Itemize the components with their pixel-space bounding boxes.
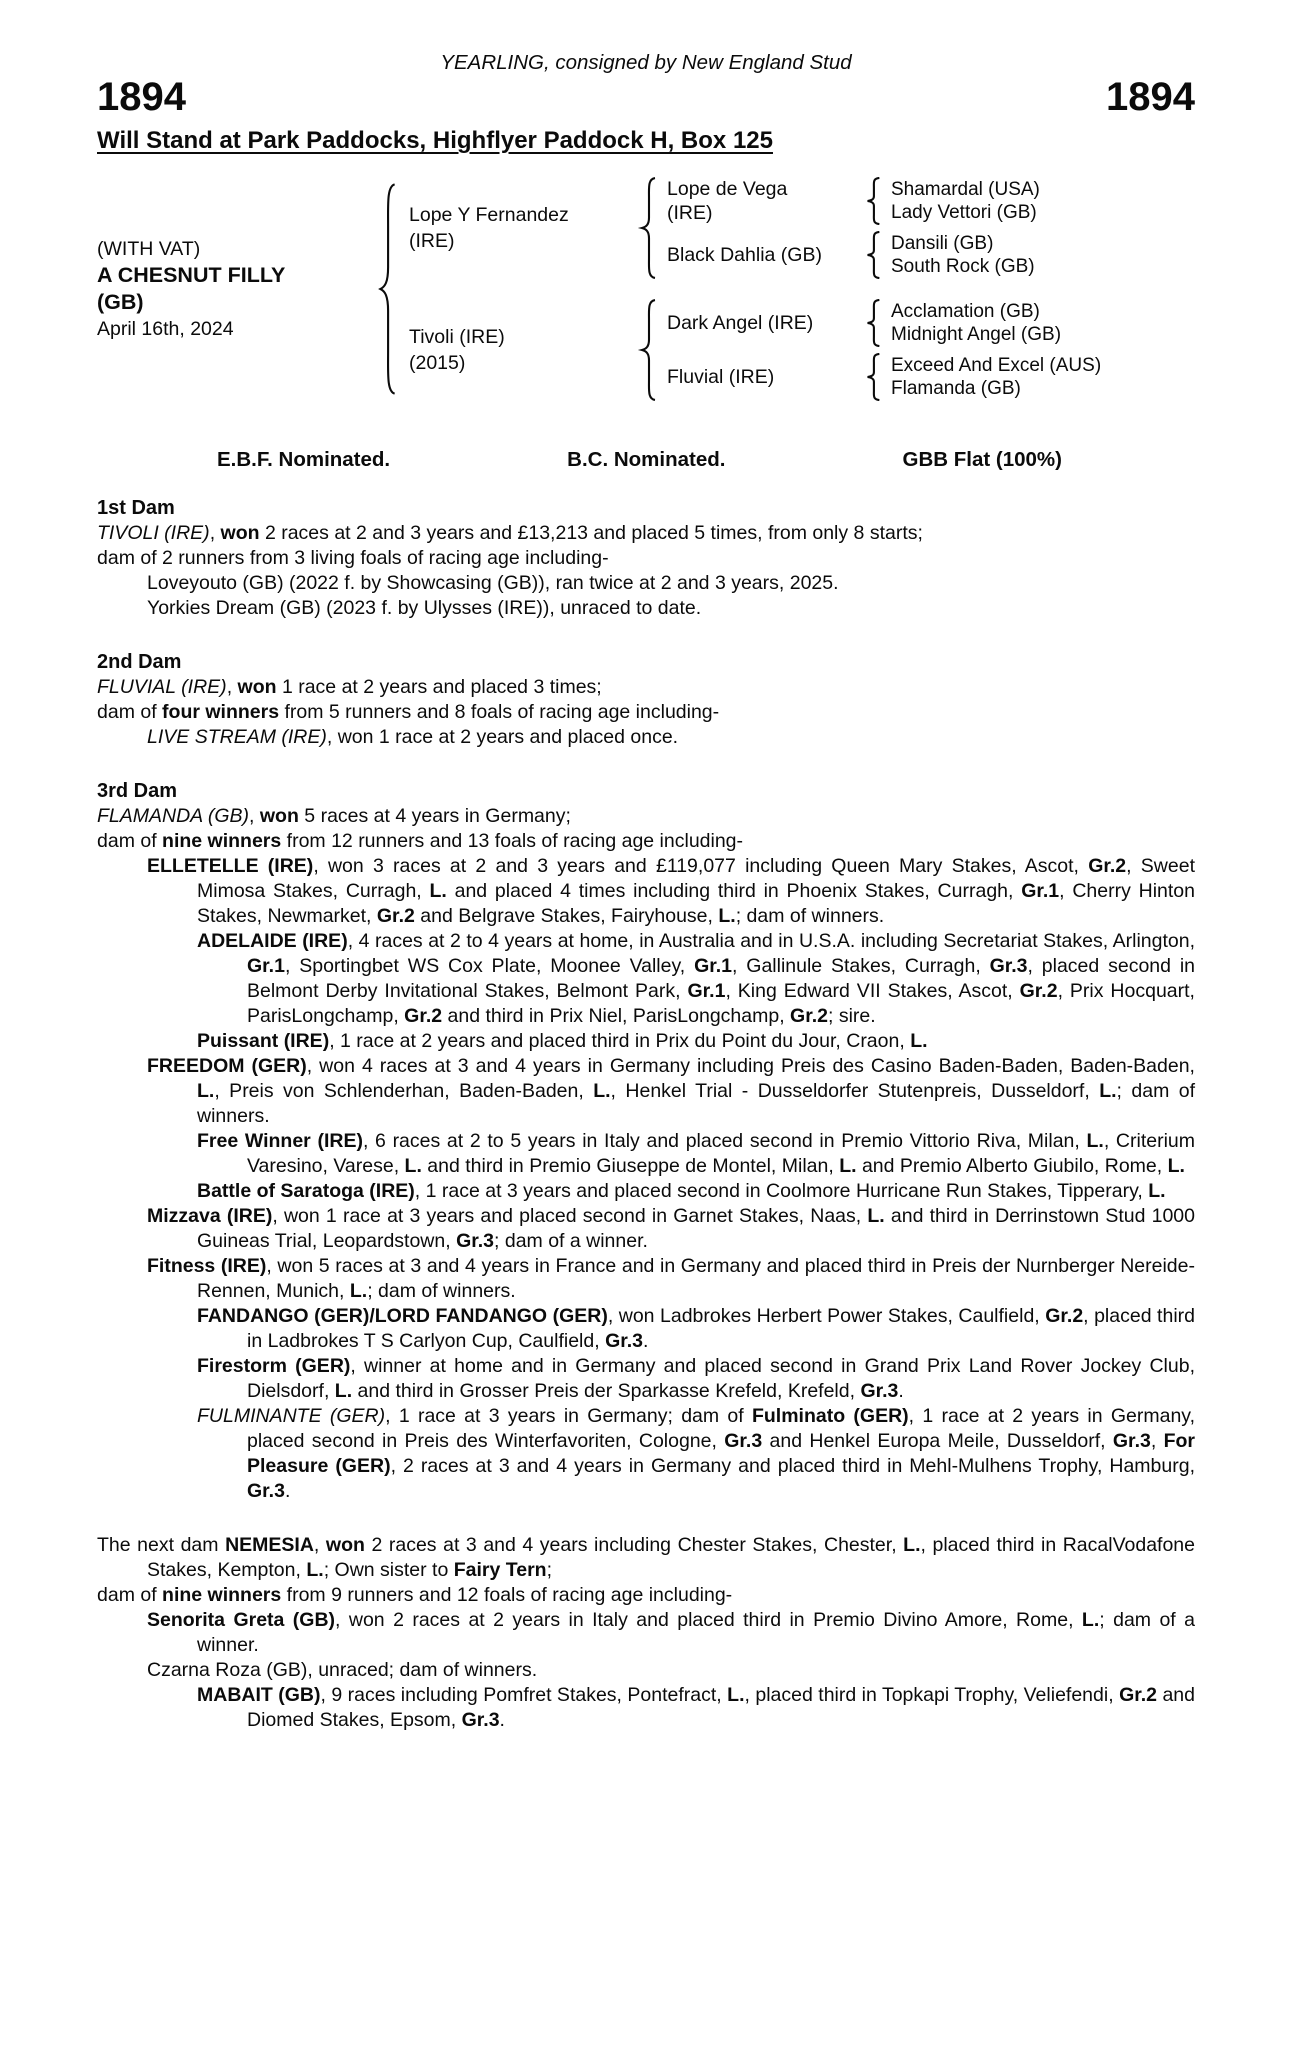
pedigree-brace-small bbox=[863, 177, 883, 225]
pedigree-table bbox=[97, 167, 1195, 411]
lot-number-row bbox=[97, 77, 1195, 117]
pedigree-text bbox=[97, 496, 1195, 1733]
pedigree-paragraph: Mizzava (IRE), won 1 race at 3 years and placed second in Garnet Stakes, Naas, L. and third in Derrinstown Stud 1000 Guineas Trial, Leopardstown, Gr.3; dam of a winner. bbox=[147, 1205, 1195, 1252]
ancestor-name: South Rock (GB) bbox=[891, 256, 1035, 277]
sire-sire-name: Lope de Vega (IRE) bbox=[667, 178, 788, 224]
dam-dam-name: Fluvial (IRE) bbox=[667, 366, 775, 388]
dam-sire-name: Dark Angel (IRE) bbox=[667, 312, 814, 334]
pedigree-name-block bbox=[97, 236, 375, 342]
pedigree-brace-small bbox=[863, 299, 883, 347]
foaling-date: April 16th, 2024 bbox=[97, 318, 234, 340]
pedigree-paragraph: dam of 2 runners from 3 living foals of racing age including- bbox=[97, 547, 609, 569]
dam-name: Tivoli (IRE) (2015) bbox=[409, 326, 505, 374]
ancestor-name: Midnight Angel (GB) bbox=[891, 324, 1062, 345]
pedigree-brace-dam bbox=[637, 298, 659, 402]
sire-dam-name: Black Dahlia (GB) bbox=[667, 244, 822, 266]
pedigree-paragraph: Czarna Roza (GB), unraced; dam of winners. bbox=[147, 1659, 538, 1681]
pedigree-paragraph: FLUVIAL (IRE), won 1 race at 2 years and placed 3 times; bbox=[97, 676, 602, 698]
ancestor-name: Flamanda (GB) bbox=[891, 378, 1021, 399]
pedigree-paragraph: FREEDOM (GER), won 4 races at 3 and 4 years in Germany including Preis des Casino Baden-Baden, Baden-Baden, L., Preis von Schlenderhan, Baden-Baden, L., Henkel Trial - Dusseldorfer Stutenpreis, Dusseldorf, L.; dam of winners. bbox=[147, 1055, 1196, 1127]
horse-country: (GB) bbox=[97, 290, 144, 314]
pedigree-paragraph: dam of nine winners from 12 runners and 13 foals of racing age including- bbox=[97, 830, 744, 852]
pedigree-brace-small bbox=[863, 353, 883, 401]
pedigree-paragraph: FANDANGO (GER)/LORD FANDANGO (GER), won Ladbrokes Herbert Power Stakes, Caulfield, Gr.2, placed third in Ladbrokes T S Carlyon Cup, Caulfield, Gr.3. bbox=[197, 1305, 1195, 1352]
nominations-row bbox=[217, 447, 1062, 472]
lot-number-right: 1894 bbox=[1106, 75, 1195, 119]
pedigree-paragraph: Free Winner (IRE), 6 races at 2 to 5 years in Italy and placed second in Premio Vittorio Riva, Milan, L., Criterium Varesino, Varese, L. and third in Premio Giuseppe de Montel, Milan, L. and Premio Alberto Giubilo, Rome, L. bbox=[197, 1130, 1196, 1177]
horse-name: A CHESNUT FILLY bbox=[97, 263, 286, 287]
pedigree-paragraph: Battle of Saratoga (IRE), 1 race at 3 years and placed second in Coolmore Hurricane Run Stakes, Tipperary, L. bbox=[197, 1180, 1166, 1202]
pedigree-paragraph: Puissant (IRE), 1 race at 2 years and placed third in Prix du Point du Jour, Craon, L. bbox=[197, 1030, 928, 1052]
section-3rd-dam bbox=[97, 779, 1195, 1504]
pedigree-paragraph: TIVOLI (IRE), won 2 races at 2 and 3 years and £13,213 and placed 5 times, from only 8 starts; bbox=[97, 522, 923, 544]
sire-sire-parents bbox=[883, 178, 1195, 225]
dam-sire-parents bbox=[883, 300, 1195, 347]
dam-dam-parents bbox=[883, 354, 1195, 401]
pedigree-paragraph: ADELAIDE (IRE), 4 races at 2 to 4 years at home, in Australia and in U.S.A. including Secretariat Stakes, Arlington, Gr.1, Sportingbet WS Cox Plate, Moonee Valley, Gr.1, Gallinule Stakes, Curragh, Gr.3, placed second in Belmont Derby Invitational Stakes, Belmont Park, Gr.1, King Edward VII Stakes, Ascot, Gr.2, Prix Hocquart, ParisLongchamp, Gr.2 and third in Prix Niel, ParisLongchamp, Gr.2; sire. bbox=[197, 930, 1195, 1027]
dam-sire-branch bbox=[659, 299, 1195, 347]
section-next-dam bbox=[97, 1533, 1195, 1733]
pedigree-paragraph: Loveyouto (GB) (2022 f. by Showcasing (GB)), ran twice at 2 and 3 years, 2025. bbox=[147, 572, 839, 594]
sire-name: Lope Y Fernandez (IRE) bbox=[409, 204, 569, 252]
pedigree-tree bbox=[399, 167, 1195, 411]
ancestor-name: Shamardal (USA) bbox=[891, 178, 1040, 200]
stand-location-line: Will Stand at Park Paddocks, Highflyer Paddock H, Box 125 bbox=[97, 127, 773, 154]
ancestor-name: Dansili (GB) bbox=[891, 232, 994, 254]
pedigree-paragraph: dam of four winners from 5 runners and 8 foals of racing age including- bbox=[97, 701, 720, 723]
pedigree-paragraph: Yorkies Dream (GB) (2023 f. by Ulysses (IRE)), unraced to date. bbox=[147, 597, 702, 619]
pedigree-paragraph: ELLETELLE (IRE), won 3 races at 2 and 3 years and £119,077 including Queen Mary Stakes, Ascot, Gr.2, Sweet Mimosa Stakes, Curragh, L. and placed 4 times including third in Phoenix Stakes, Curragh, Gr.1, Cherry Hinton Stakes, Newmarket, Gr.2 and Belgrave Stakes, Fairyhouse, L.; dam of winners. bbox=[147, 855, 1195, 927]
lot-number-left: 1894 bbox=[97, 75, 186, 119]
section-heading: 3rd Dam bbox=[97, 780, 178, 802]
section-heading: 1st Dam bbox=[97, 497, 175, 519]
section-2nd-dam bbox=[97, 650, 1195, 750]
sire-dam-branch bbox=[659, 231, 1195, 279]
pedigree-brace-small bbox=[863, 231, 883, 279]
section-1st-dam bbox=[97, 496, 1195, 621]
pedigree-paragraph: dam of nine winners from 9 runners and 12 foals of racing age including- bbox=[97, 1584, 733, 1606]
section-heading: 2nd Dam bbox=[97, 651, 182, 673]
dam-parents bbox=[659, 296, 1195, 404]
sire-parents bbox=[659, 174, 1195, 282]
pedigree-paragraph: The next dam NEMESIA, won 2 races at 3 and 4 years including Chester Stakes, Chester, L., placed third in RacalVodafone Stakes, Kempton, L.; Own sister to Fairy Tern; bbox=[97, 1534, 1195, 1581]
dam-dam-branch bbox=[659, 353, 1195, 401]
pedigree-brace-gen1 bbox=[375, 180, 399, 398]
vat-note: (WITH VAT) bbox=[97, 238, 201, 260]
catalog-page bbox=[0, 50, 1315, 1733]
ancestor-name: Exceed And Excel (AUS) bbox=[891, 354, 1102, 376]
bc-nominated-label: B.C. Nominated. bbox=[567, 448, 726, 471]
ebf-nominated-label: E.B.F. Nominated. bbox=[217, 448, 391, 471]
ancestor-name: Acclamation (GB) bbox=[891, 300, 1040, 322]
pedigree-paragraph: FULMINANTE (GER), 1 race at 3 years in Germany; dam of Fulminato (GER), 1 race at 2 years in Germany, placed second in Preis des Winterfavoriten, Cologne, Gr.3 and Henkel Europa Meile, Dusseldorf, Gr.3, For Pleasure (GER), 2 races at 3 and 4 years in Germany and placed third in Mehl-Mulhens Trophy, Hamburg, Gr.3. bbox=[197, 1405, 1196, 1502]
pedigree-paragraph: Firestorm (GER), winner at home and in Germany and placed second in Grand Prix Land Rover Jockey Club, Dielsdorf, L. and third in Grosser Preis der Sparkasse Krefeld, Krefeld, Gr.3. bbox=[197, 1355, 1195, 1402]
pedigree-paragraph: LIVE STREAM (IRE), won 1 race at 2 years and placed once. bbox=[147, 726, 679, 748]
gbb-flat-label: GBB Flat (100%) bbox=[902, 448, 1062, 471]
sire-branch bbox=[399, 174, 1195, 282]
pedigree-brace-sire bbox=[637, 176, 659, 280]
ancestor-name: Lady Vettori (GB) bbox=[891, 202, 1037, 223]
sire-dam-parents bbox=[883, 232, 1195, 279]
dam-branch bbox=[399, 296, 1195, 404]
pedigree-paragraph: Senorita Greta (GB), won 2 races at 2 years in Italy and placed third in Premio Divino Amore, Rome, L.; dam of a winner. bbox=[147, 1609, 1195, 1656]
sire-sire-branch bbox=[659, 177, 1195, 225]
pedigree-paragraph: MABAIT (GB), 9 races including Pomfret Stakes, Pontefract, L., placed third in Topkapi Trophy, Veliefendi, Gr.2 and Diomed Stakes, Epsom, Gr.3. bbox=[197, 1684, 1195, 1731]
pedigree-paragraph: Fitness (IRE), won 5 races at 3 and 4 years in France and in Germany and placed third in Preis der Nurnberger Nereide-Rennen, Munich, L.; dam of winners. bbox=[147, 1255, 1195, 1302]
pedigree-paragraph: FLAMANDA (GB), won 5 races at 4 years in Germany; bbox=[97, 805, 571, 827]
consignor-line: YEARLING, consigned by New England Stud bbox=[440, 51, 852, 74]
